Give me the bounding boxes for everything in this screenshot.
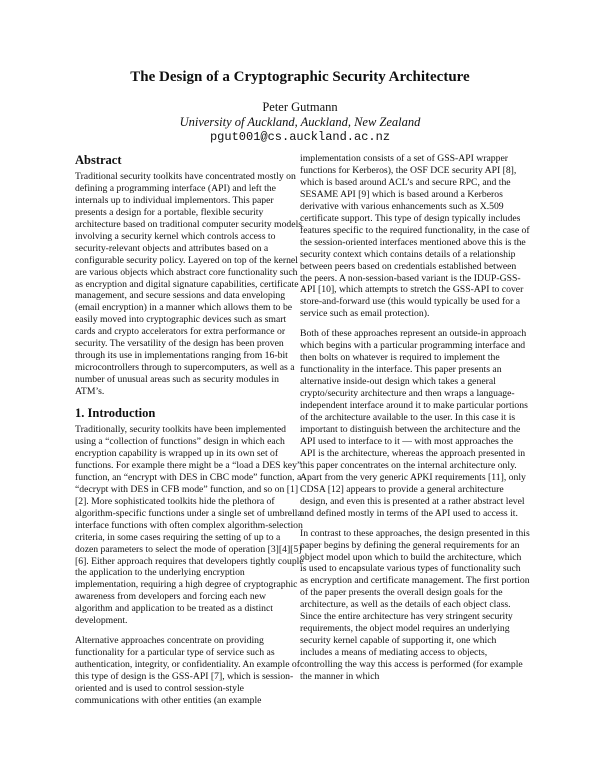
author-affiliation: University of Auckland, Auckland, New Zealand [179,115,421,129]
body-paragraph-3: In contrast to these approaches, the design presented in this paper begins by defining the general requirements for an object model upon which to build the architecture, which is used to encapsulate various types of functionality such as encryption and certificate management. The first portion of the paper presents the overall design goals for the architecture, as well as the details of each object class. Since the entire architecture has very stringent security requirements, the object model requires an underlying security kernel capable of supporting it, one which includes a means of mediating access to objects, controlling the way this access is performed (for example the manner in which [300,527,530,683]
body-paragraph-2: Both of these approaches represent an outside-in approach which begins with a particular programming interface and then bolts on whatever is required to implement the functionality in the interface. This paper presents an alternative inside-out design which takes a general crypto/security architecture and then wraps a language-independent interface around it to make particular portions of the architecture available to the user. In this case it is important to distinguish between the architecture and the API used to interface to it — with most approaches the API is the architecture, whereas the approach presented in this paper concentrates on the internal architecture only. Apart from the very generic APKI requirements [11], only CDSA [12] appears to provide a general architecture design, and even this is presented at a rather abstract level and defined mostly in terms of the API used to access it. [300,328,528,519]
author-name: Peter Gutmann [262,100,338,114]
body-paragraph-1: implementation consists of a set of GSS-API wrapper functions for Kerberos), the OSF DCE security API [8], which is based around ACL’s and secure RPC, and the SESAME API [9] which is based around a Kerberos derivative with various enhancements such as X.509 certificate support. This type of design typically includes features specific to the required functionality, in the case of the session-oriented interfaces mentioned above this is the security context which contains details of a relationship between peers based on credentials established between the peers. A non-session-based variant is the IDUP-GSS-API [10], which attempts to stretch the GSS-API to cover store-and-forward use (this would typically be used for a service such as email protection). [300,153,530,320]
abstract-heading: Abstract [75,153,122,167]
left-column [75,152,305,715]
introduction-paragraph-1: Traditionally, security toolkits have been implemented using a “collection of functions” design in which each encryption capability is wrapped up in its own set of functions. For example there might be a “load a DES key” function, an “encrypt with DES in CBC mode” function, a “decrypt with DES in CFB mode” function, and so on [1][2]. More sophisticated toolkits hide the plethora of algorithm-specific functions under a single set of umbrella interface functions with often complex algorithm-selection criteria, in some cases requiring the setting of up to a dozen parameters to select the mode of operation [3][4][5][6]. Either approach requires that developers tightly couple the application to the underlying encryption implementation, requiring a high degree of cryptographic awareness from developers and forcing each new algorithm and application to be treated as a distinct development. [75,424,304,627]
abstract-text: Traditional security toolkits have concentrated mostly on defining a programming interface (API) and left the internals up to individual implementors. This paper presents a design for a portable, flexible security architecture based on traditional computer security models involving a security kernel which controls access to security-relevant objects and attributes based on a configurable security policy. Layered on top of the kernel are various objects which abstract core functionality such as encryption and digital signature capabilities, certificate management, and secure sessions and data enveloping (email encryption) in a manner which allows them to be easily moved into cryptographic devices such as smart cards and crypto accelerators for extra performance or security. The versatility of the design has been proven through its use in implementations ranging from 16-bit microcontrollers through to supercomputers, as well as a number of unusual areas such as security modules in ATM’s. [75,170,303,398]
author-email: pgut001@cs.auckland.ac.nz [209,130,391,144]
introduction-paragraph-2: Alternative approaches concentrate on providing functionality for a particular type of service such as authentication, integrity, or confidentiality. An example of this type of design is the GSS-API [7], which is session-oriented and is used to control session-style communications with other entities (an example [75,635,300,706]
right-column [300,153,530,691]
paper-title: The Design of a Cryptographic Security Architecture [130,69,470,85]
introduction-heading: 1. Introduction [75,406,156,421]
